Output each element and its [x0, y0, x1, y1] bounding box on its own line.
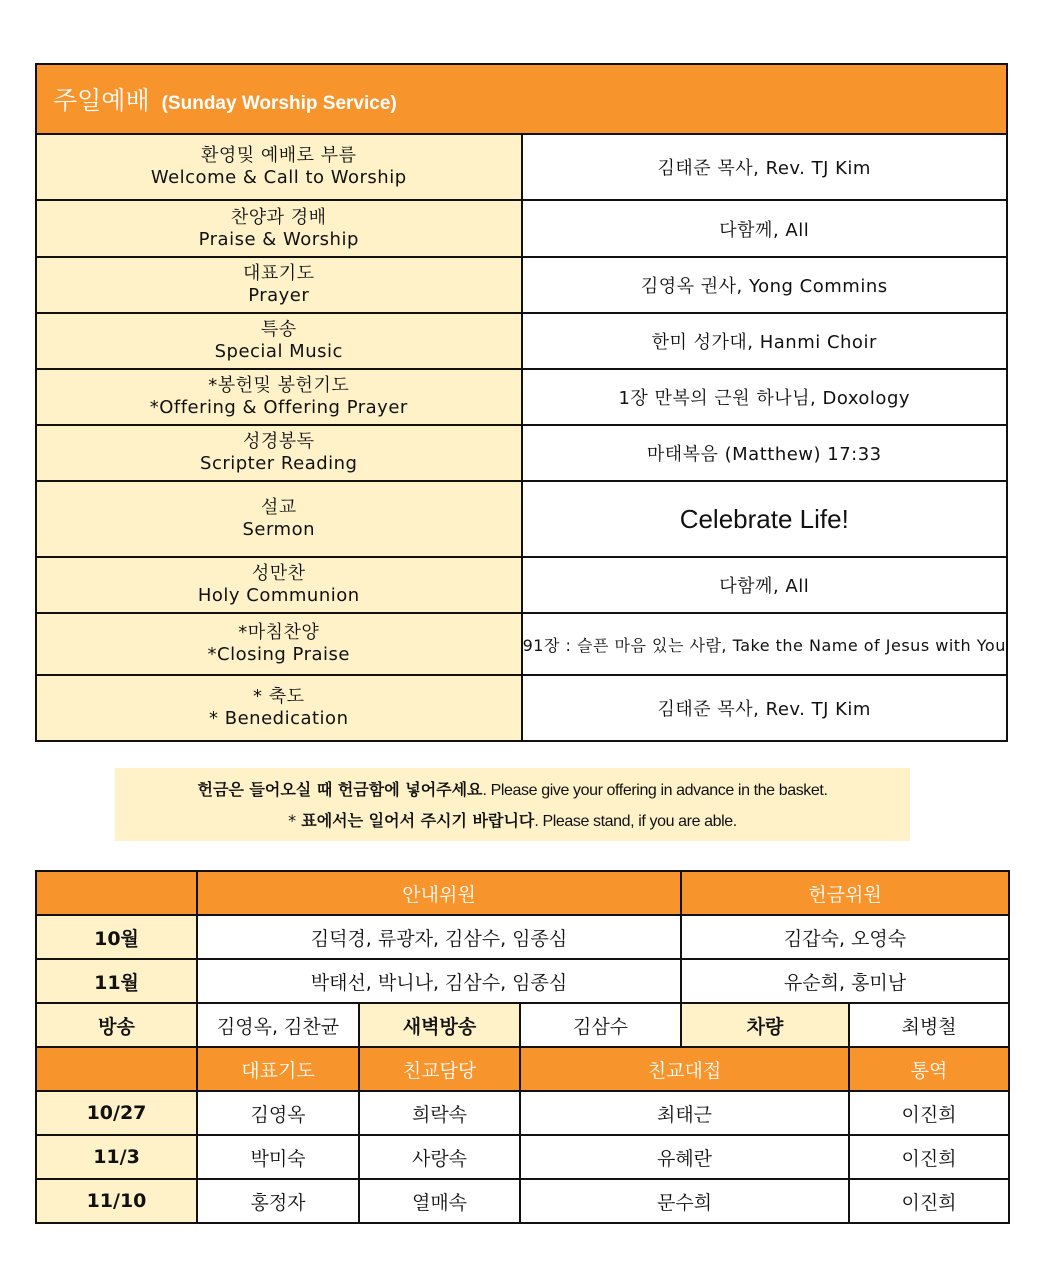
- label-ko: 성경봉독: [242, 431, 315, 452]
- service-item-label: [36, 134, 522, 200]
- service-header: [36, 64, 1007, 134]
- roster-week-row: [36, 1091, 1009, 1135]
- label-ko: *마침찬양: [238, 622, 320, 643]
- fellowship-name: 사랑속: [359, 1135, 520, 1179]
- service-item-label: [36, 481, 522, 557]
- service-item-value: 다함께, All: [522, 557, 1008, 613]
- service-item-label: [36, 369, 522, 425]
- notice-offering-ko: 헌금은 들어오실 때 헌금함에 넣어주세요: [197, 780, 483, 799]
- dawn-broadcast-name: 김삼수: [520, 1003, 681, 1047]
- service-item-label: [36, 675, 522, 741]
- label-ko: 찬양과 경배: [230, 206, 327, 228]
- roster-corner: [36, 871, 197, 915]
- label-en: Special Music: [214, 341, 343, 362]
- service-item-value: 김태준 목사, Rev. TJ Kim: [522, 134, 1008, 200]
- service-header-row: [36, 64, 1007, 134]
- label-en: Prayer: [248, 285, 310, 306]
- service-row: [36, 675, 1007, 741]
- label-en: Welcome & Call to Worship: [150, 167, 407, 188]
- week-date: 11/3: [36, 1135, 197, 1179]
- fellowship-name: 희락속: [359, 1091, 520, 1135]
- service-title-ko: 주일예배: [53, 86, 150, 115]
- service-item-label: [36, 200, 522, 257]
- roster-month-row: [36, 959, 1009, 1003]
- ushers-names: 김덕경, 류광자, 김삼수, 임종심: [197, 915, 681, 959]
- service-item-value: 한미 성가대, Hanmi Choir: [522, 313, 1008, 369]
- roster-month-row: [36, 915, 1009, 959]
- service-item-value: 다함께, All: [522, 200, 1008, 257]
- roster-duties-row: [36, 1003, 1009, 1047]
- service-item-label: [36, 613, 522, 675]
- label-en: Sermon: [242, 519, 316, 540]
- notice-line-2: [115, 808, 910, 831]
- offering-team-names: 김갑숙, 오영숙: [681, 915, 1009, 959]
- label-en: Praise & Worship: [198, 228, 359, 250]
- roster-week-row: [36, 1179, 1009, 1223]
- translation-header: 통역: [849, 1047, 1009, 1091]
- notice-offering-en: . Please give your offering in advance in the basket.: [482, 782, 828, 799]
- label-en: Scripter Reading: [200, 453, 358, 474]
- service-item-value: 1장 만복의 근원 하나님, Doxology: [522, 369, 1008, 425]
- order-of-service-table: [35, 63, 1008, 742]
- roster-header-row-2: [36, 1047, 1009, 1091]
- month-label: 10월: [36, 915, 197, 959]
- service-item-value: 김태준 목사, Rev. TJ Kim: [522, 675, 1008, 741]
- service-row: [36, 369, 1007, 425]
- label-ko: 환영및 예배로 부름: [200, 145, 357, 166]
- ushers-header: 안내위원: [197, 871, 681, 915]
- label-ko: 대표기도: [242, 263, 315, 284]
- service-title-en: (Sunday Worship Service): [161, 93, 397, 114]
- dawn-broadcast-label: 새벽방송: [359, 1003, 520, 1047]
- prayer-name: 김영옥: [197, 1091, 359, 1135]
- prayer-name: 홍정자: [197, 1179, 359, 1223]
- month-label: 11월: [36, 959, 197, 1003]
- sermon-title: Celebrate Life!: [522, 481, 1008, 557]
- label-ko: 특송: [260, 319, 297, 340]
- service-row: [36, 257, 1007, 313]
- label-ko: *봉헌및 봉헌기도: [208, 375, 350, 396]
- broadcast-names: 김영옥, 김찬균: [197, 1003, 359, 1047]
- label-en: * Benedication: [209, 708, 349, 729]
- offering-team-header: 헌금위원: [681, 871, 1009, 915]
- label-en: Holy Communion: [197, 585, 360, 606]
- translation-name: 이진희: [849, 1179, 1009, 1223]
- service-row: [36, 134, 1007, 200]
- roster-corner-2: [36, 1047, 197, 1091]
- vehicle-label: 차량: [681, 1003, 849, 1047]
- service-item-label: [36, 425, 522, 481]
- service-item-value: 마태복음 (Matthew) 17:33: [522, 425, 1008, 481]
- service-item-label: [36, 313, 522, 369]
- volunteer-roster-table: [35, 870, 1010, 1224]
- label-ko: 성만찬: [251, 563, 306, 584]
- roster-week-row: [36, 1135, 1009, 1179]
- service-row: [36, 613, 1007, 675]
- translation-name: 이진희: [849, 1135, 1009, 1179]
- prayer-name: 박미숙: [197, 1135, 359, 1179]
- prayer-header: 대표기도: [197, 1047, 359, 1091]
- service-item-value: 91장 : 슬픈 마음 있는 사람, Take the Name of Jesus with You: [522, 613, 1008, 675]
- label-ko: * 축도: [253, 686, 305, 707]
- roster-header-row: [36, 871, 1009, 915]
- notice-stand-ko: 표에서는 일어서 주시기 바랍니다: [301, 811, 535, 830]
- label-en: *Offering & Offering Prayer: [149, 397, 408, 418]
- service-item-label: [36, 557, 522, 613]
- service-item-value: 김영옥 권사, Yong Commins: [522, 257, 1008, 313]
- ushers-names: 박태선, 박니나, 김삼수, 임종심: [197, 959, 681, 1003]
- service-row: [36, 313, 1007, 369]
- fellowship-header: 친교담당: [359, 1047, 520, 1091]
- notice-line-1: [115, 777, 910, 800]
- service-row: [36, 557, 1007, 613]
- service-row: [36, 425, 1007, 481]
- offering-team-names: 유순희, 홍미남: [681, 959, 1009, 1003]
- service-item-label: [36, 257, 522, 313]
- service-row: [36, 200, 1007, 257]
- notice-asterisk: *: [288, 811, 302, 830]
- week-date: 11/10: [36, 1179, 197, 1223]
- hospitality-name: 유혜란: [520, 1135, 849, 1179]
- label-ko: 설교: [260, 497, 297, 518]
- week-date: 10/27: [36, 1091, 197, 1135]
- notice-stand-en: . Please stand, if you are able.: [534, 813, 737, 830]
- hospitality-header: 친교대접: [520, 1047, 849, 1091]
- hospitality-name: 최태근: [520, 1091, 849, 1135]
- translation-name: 이진희: [849, 1091, 1009, 1135]
- hospitality-name: 문수희: [520, 1179, 849, 1223]
- offering-notice: [115, 768, 910, 841]
- broadcast-label: 방송: [36, 1003, 197, 1047]
- fellowship-name: 열매속: [359, 1179, 520, 1223]
- service-row: [36, 481, 1007, 557]
- vehicle-name: 최병철: [849, 1003, 1009, 1047]
- label-en: *Closing Praise: [207, 644, 350, 665]
